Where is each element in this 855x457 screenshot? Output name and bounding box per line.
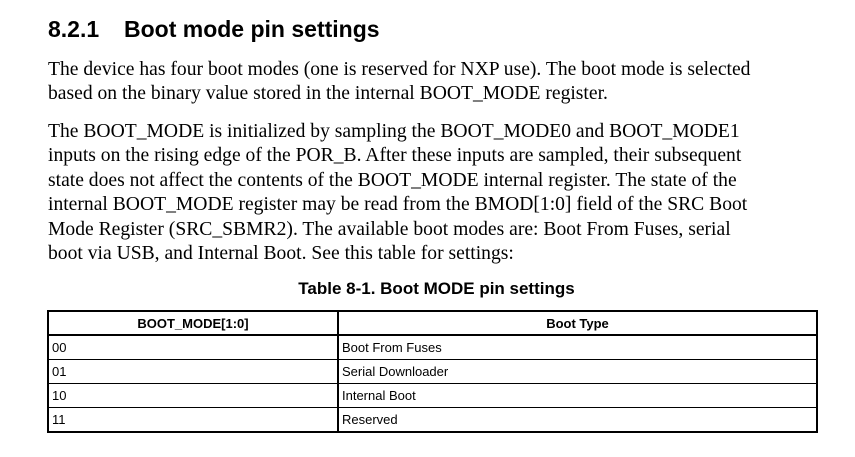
table-row (48, 335, 817, 360)
paragraph-line: The device has four boot modes (one is reserved for NXP use). The boot mode is selected (48, 59, 751, 80)
boot-mode-value: 10 (48, 384, 338, 408)
paragraph-line: Mode Register (SRC_SBMR2). The available boot modes are: Boot From Fuses, serial (48, 218, 731, 240)
boot-mode-table (47, 310, 818, 433)
table-caption: Table 8-1. Boot MODE pin settings (298, 279, 575, 298)
paragraph-line: internal BOOT_MODE register may be read from the BMOD[1:0] field of the SRC Boot (48, 194, 748, 216)
boot-type-value: Serial Downloader (338, 360, 817, 384)
boot-mode-value: 01 (48, 360, 338, 384)
table-header-row (48, 311, 817, 335)
column-header-boot-mode: BOOT_MODE[1:0] (48, 311, 338, 335)
paragraph-line: based on the binary value stored in the internal BOOT_MODE register. (48, 83, 608, 105)
boot-mode-value: 00 (48, 335, 338, 360)
section-heading (48, 16, 380, 43)
boot-mode-value: 11 (48, 408, 338, 433)
column-header-boot-type: Boot Type (338, 311, 817, 335)
boot-type-value: Internal Boot (338, 384, 817, 408)
paragraph-line: The BOOT_MODE is initialized by sampling the BOOT_MODE0 and BOOT_MODE1 (48, 121, 740, 142)
paragraph-boot-mode-init (48, 120, 838, 266)
table-row (48, 384, 817, 408)
boot-type-value: Reserved (338, 408, 817, 433)
table-row (48, 408, 817, 433)
paragraph-line: state does not affect the contents of the BOOT_MODE internal register. The state of the (48, 169, 737, 191)
paragraph-line: inputs on the rising edge of the POR_B. After these inputs are sampled, their subsequent (48, 145, 742, 167)
paragraph-boot-modes-intro (48, 58, 838, 107)
section-title: Boot mode pin settings (124, 16, 380, 42)
table-row (48, 360, 817, 384)
boot-type-value: Boot From Fuses (338, 335, 817, 360)
paragraph-line: boot via USB, and Internal Boot. See this table for settings: (48, 243, 514, 265)
section-number: 8.2.1 (48, 16, 100, 42)
